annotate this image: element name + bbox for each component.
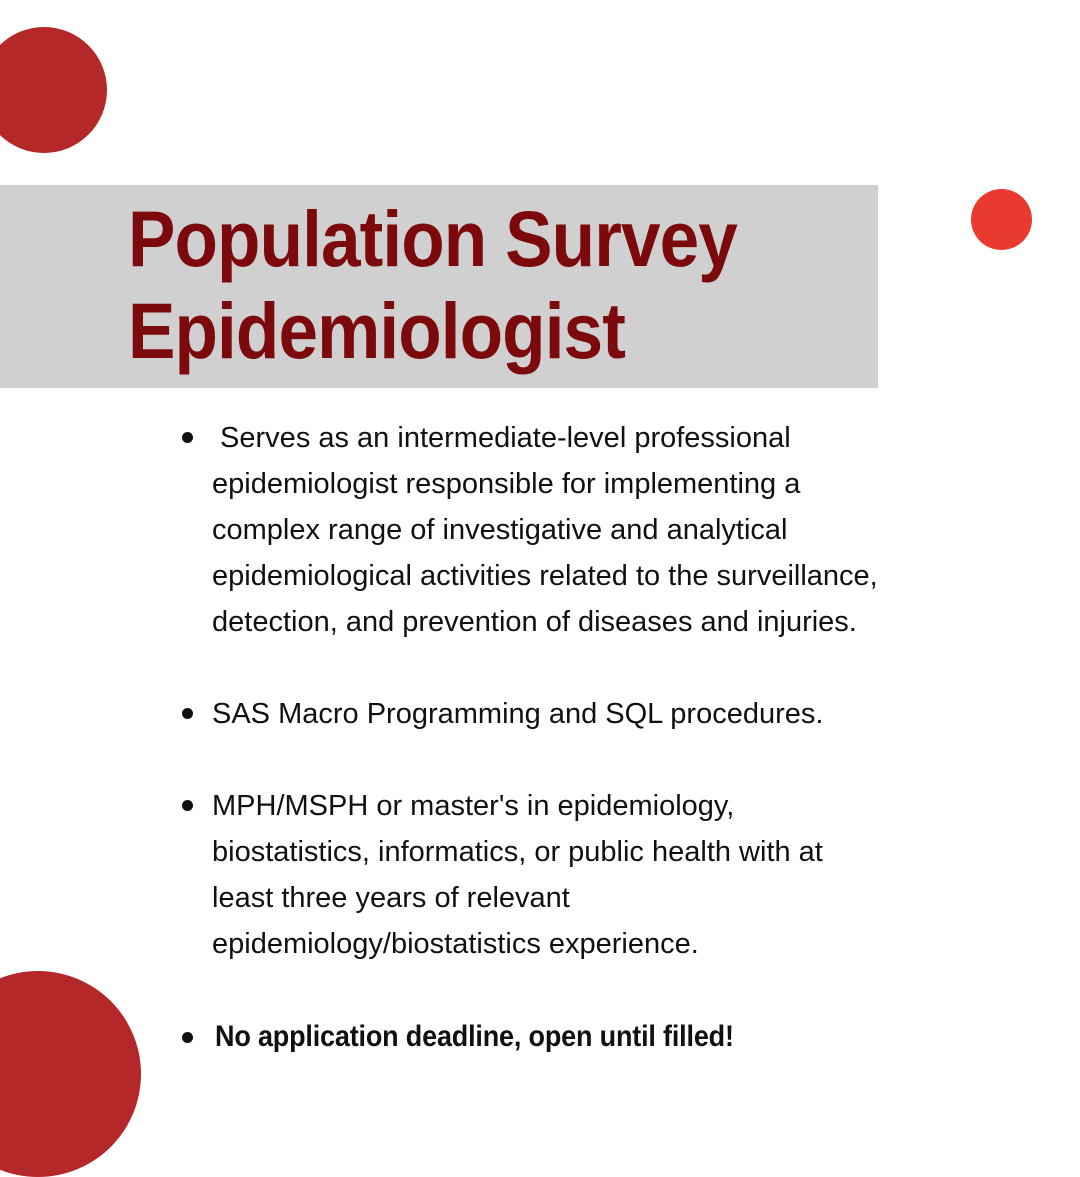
bullet-dot bbox=[182, 1032, 193, 1043]
bullet-line: epidemiologist responsible for implementing a bbox=[212, 468, 801, 500]
bullet-text bbox=[215, 1014, 926, 1060]
bullet-line: biostatistics, informatics, or public health with at bbox=[212, 836, 823, 868]
bullet-text bbox=[212, 783, 1002, 967]
bullet-dot bbox=[182, 708, 193, 719]
bullet-line: complex range of investigative and analytical bbox=[212, 514, 788, 546]
bullet-text bbox=[212, 415, 1002, 645]
bullet-line: Serves as an intermediate-level professional bbox=[212, 422, 791, 454]
bullet-line: least three years of relevant bbox=[212, 882, 570, 914]
bullet-line: SAS Macro Programming and SQL procedures. bbox=[212, 698, 824, 730]
bullet-dot bbox=[182, 800, 193, 811]
bullet-dot bbox=[182, 432, 193, 443]
title-line-1: Population Survey bbox=[128, 194, 737, 283]
bullet-line: MPH/MSPH or master's in epidemiology, bbox=[212, 790, 735, 822]
bullet-line: epidemiology/biostatistics experience. bbox=[212, 928, 699, 960]
bullet-line: epidemiological activities related to the surveillance, bbox=[212, 560, 878, 592]
bullet-line: No application deadline, open until filled! bbox=[215, 1020, 734, 1053]
title-line-2: Epidemiologist bbox=[128, 286, 625, 375]
bullet-text bbox=[212, 691, 1002, 737]
bullet-line: detection, and prevention of diseases and injuries. bbox=[212, 606, 857, 638]
